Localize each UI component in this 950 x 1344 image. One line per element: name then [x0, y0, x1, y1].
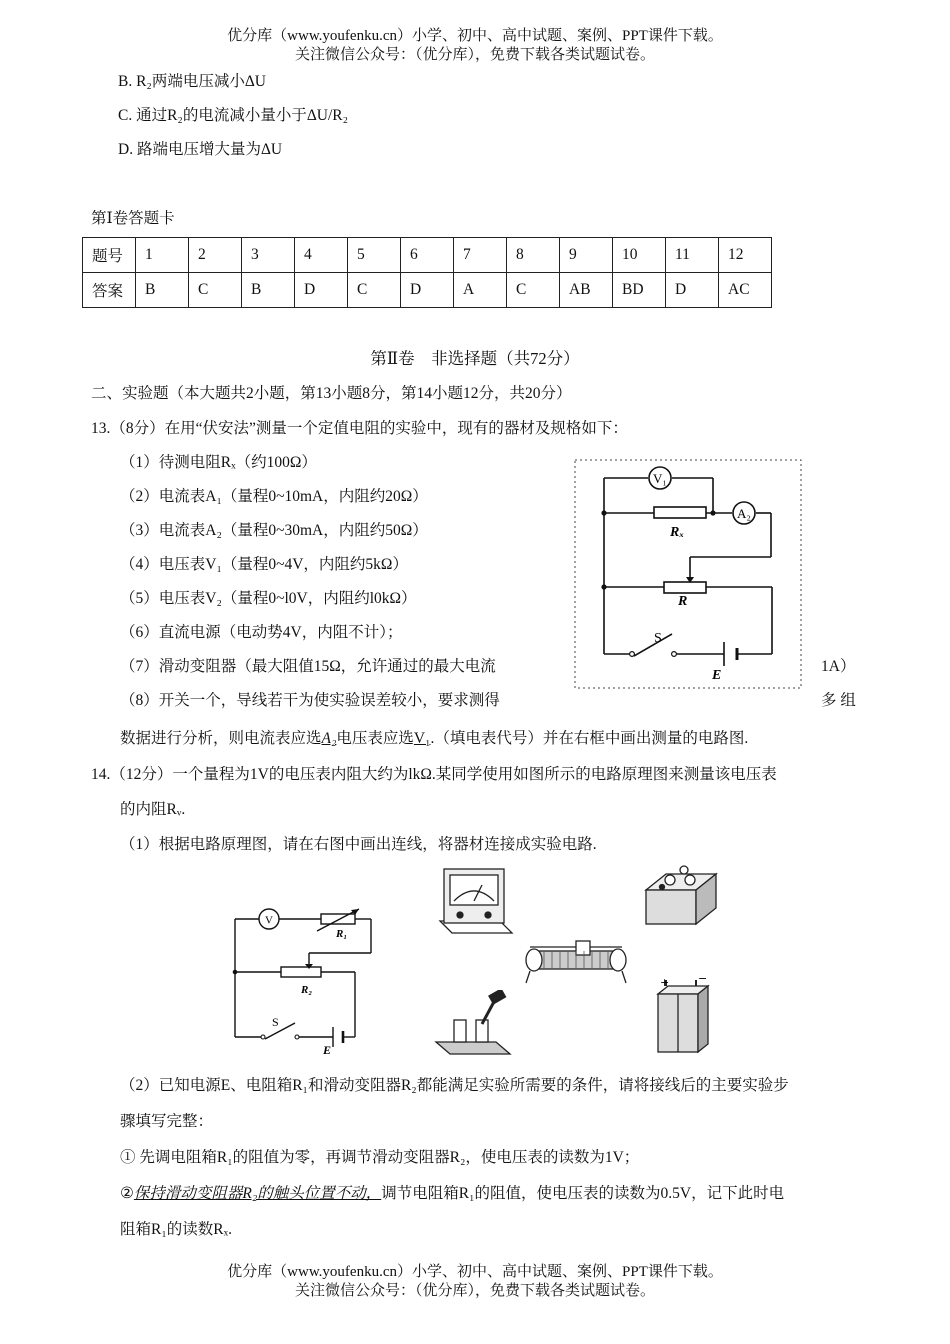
step-2-post: 调节电阻箱R₁的阻值，使电压表的读数为0.5V，记下此时电 [381, 1185, 785, 1202]
answer-cell: D [666, 273, 719, 308]
footer-line-1: 优分库（www.youfenku.cn）小学、初中、高中试题、案例、PPT课件下载。 [227, 1264, 723, 1280]
answer-card-row-answers [83, 273, 772, 308]
q13-last-line [120, 726, 748, 748]
q13-item: （8）开关一个，导线若干为使实验误差较小，要求测得 [120, 692, 500, 709]
battery-minus-glyph: − [698, 976, 708, 985]
r-label: R [678, 594, 688, 609]
q13-item: （2）电流表A₁（量程0~10mA，内阻约20Ω） [120, 488, 428, 505]
q14-switch-label: S [272, 1015, 279, 1029]
q14-step-2 [120, 1181, 784, 1203]
section-2-subtitle: 二、实验题（本大题共2小题，第13小题8分，第14小题12分，共20分） [91, 385, 572, 402]
q13-last-mid: 电压表应选 [336, 730, 414, 747]
step-2-handwritten-answer: 保持滑动变阻器R₂的触头位置不动， [133, 1185, 382, 1202]
q13-item8-tail: 多 组 [821, 692, 856, 709]
q13-item: （7）滑动变阻器（最大阻值15Ω，允许通过的最大电流 [120, 658, 496, 675]
q13-circuit-diagram [574, 459, 802, 689]
q13-last-pre: 数据进行分析，则电流表应选 [120, 730, 322, 747]
header-line-2: 关注微信公众号：（优分库），免费下载各类试题试卷。 [294, 47, 655, 63]
answer-cell: A [454, 273, 507, 308]
answer-cell: C [507, 273, 560, 308]
answer-cell: C [189, 273, 242, 308]
answer-cell: D [401, 273, 454, 308]
q13-answer-ammeter: A₂ [321, 730, 337, 747]
option-c: C. 通过R₂的电流减小量小于ΔU/R₂ [118, 107, 349, 124]
qnum-cell: 1 [136, 238, 189, 273]
battery-label: E [712, 668, 722, 683]
answer-cell: D [295, 273, 348, 308]
header-line-1: 优分库（www.youfenku.cn）小学、初中、高中试题、案例、PPT课件下载。 [227, 28, 723, 44]
voltmeter-label: V₁ [653, 471, 667, 486]
footer-line-2: 关注微信公众号：（优分库），免费下载各类试题试卷。 [294, 1283, 655, 1299]
q13-item: （5）电压表V₂（量程0~l0V，内阻约l0kΩ） [120, 590, 417, 607]
qnum-cell: 12 [719, 238, 772, 273]
q14-step-1: ① 先调电阻箱R₁的阻值为零，再调节滑动变阻器R₂，使电压表的读数为1V； [120, 1149, 640, 1166]
battery-plus-glyph: + [660, 976, 670, 989]
q14-part-1: （1）根据电路原理图，请在右图中画出连线，将器材连接成实验电路. [120, 836, 597, 853]
qnum-cell: 6 [401, 238, 454, 273]
qnum-cell: 4 [295, 238, 348, 273]
ammeter-label: A₂ [737, 506, 751, 521]
q13-intro: 13.（8分）在用“伏安法”测量一个定值电阻的实验中，现有的器材及规格如下： [91, 420, 628, 437]
answer-cell: AC [719, 273, 772, 308]
option-b: B. R₂两端电压减小ΔU [118, 73, 266, 90]
sliding-rheostat-drawing [520, 937, 632, 987]
q13-item: （6）直流电源（电动势4V，内阻不计）； [120, 624, 403, 641]
q14-r2-label: R₂ [301, 984, 313, 996]
rx-label: Rₓ [670, 525, 685, 540]
q14-line-2: 的内阻Rᵥ. [120, 801, 186, 818]
answer-cell: B [136, 273, 189, 308]
section-2-title: 第Ⅱ卷 非选择题（共72分） [370, 349, 580, 368]
q13-item7-tail: 1A） [821, 658, 856, 675]
knife-switch-drawing [432, 990, 516, 1060]
resistance-box-drawing [640, 860, 722, 930]
q14-part-2a: （2）已知电源E、电阻箱R₁和滑动变阻器R₂都能满足实验所需要的条件，请将接线后的主要实验步 [120, 1077, 789, 1094]
q13-answer-voltmeter: V₁ [413, 730, 431, 747]
q14-voltmeter-label: V [265, 914, 273, 927]
voltmeter-device-drawing [436, 863, 516, 939]
answer-cell: BD [613, 273, 666, 308]
q13-last-post: .（填电表代号）并在右框中画出测量的电路图. [430, 730, 749, 747]
q14-part-2b: 骤填写完整： [120, 1113, 214, 1130]
qnum-cell: 3 [242, 238, 295, 273]
answer-card-row-numbers [83, 238, 772, 273]
q14-circuit-schematic [225, 905, 385, 1055]
qnum-cell: 8 [507, 238, 560, 273]
answer-card-title: 第Ⅰ卷答题卡 [91, 210, 175, 227]
battery-drawing [652, 976, 716, 1056]
answer-cell: B [242, 273, 295, 308]
q14-battery-label: E [323, 1043, 332, 1055]
switch-label: S [654, 631, 662, 646]
q13-item: （3）电流表A₂（量程0~30mA，内阻约50Ω） [120, 522, 428, 539]
qnum-cell: 11 [666, 238, 719, 273]
qnum-cell: 2 [189, 238, 242, 273]
q14-step-2-end: 阻箱R₁的读数Rₓ. [120, 1221, 232, 1238]
answer-card-table [82, 237, 772, 308]
qnum-cell: 10 [613, 238, 666, 273]
answer-cell: C [348, 273, 401, 308]
row-label-a: 答案 [83, 273, 136, 308]
option-d: D. 路端电压增大量为ΔU [118, 141, 283, 158]
q13-item: （1）待测电阻Rₓ（约100Ω） [120, 454, 317, 471]
qnum-cell: 7 [454, 238, 507, 273]
qnum-cell: 5 [348, 238, 401, 273]
q14-line-1: 14.（12分）一个量程为1V的电压表内阻大约为lkΩ.某同学使用如图所示的电路原理图来测量该电压表 [91, 766, 777, 783]
qnum-cell: 9 [560, 238, 613, 273]
step-2-marker: ② [120, 1185, 134, 1202]
q14-r1-label: R₁ [336, 928, 348, 940]
answer-cell: AB [560, 273, 613, 308]
row-label-q: 题号 [83, 238, 136, 273]
q13-item: （4）电压表V₁（量程0~4V，内阻约5kΩ） [120, 556, 408, 573]
